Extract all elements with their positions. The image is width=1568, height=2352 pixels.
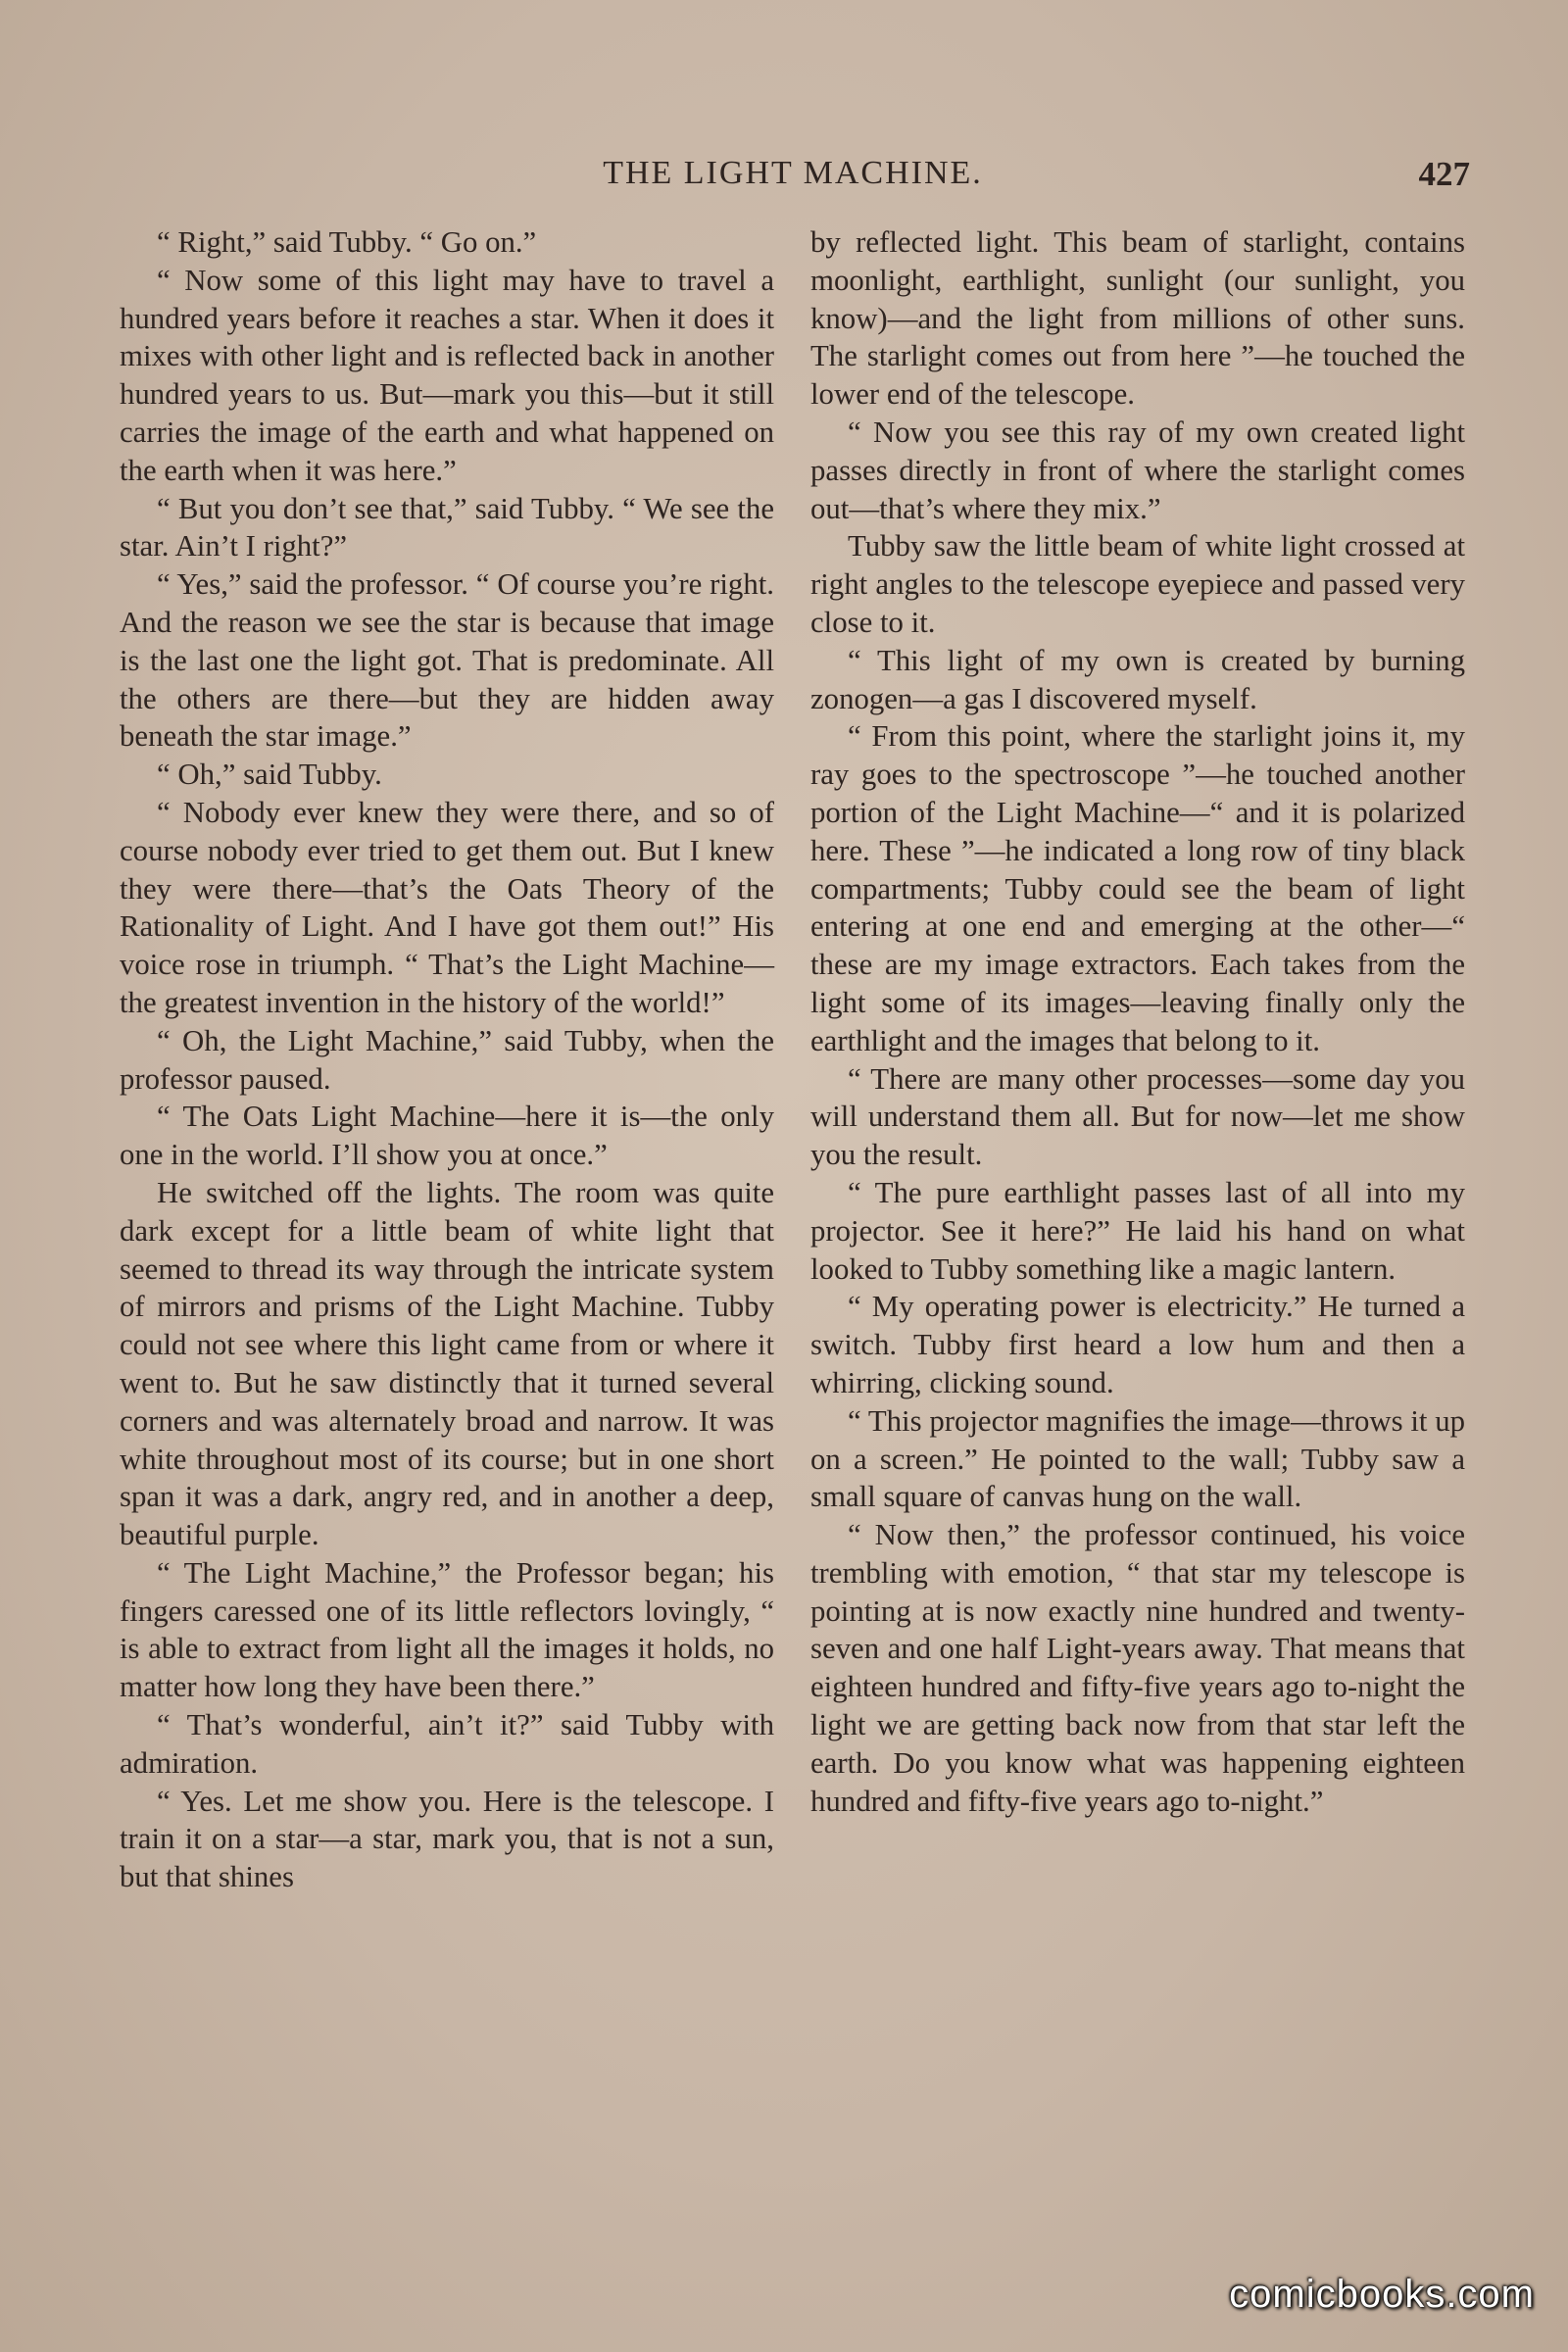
paragraph: “ This projector magnifies the image—throws it up on a screen.” He pointed to the wall; Tubby saw a small square of canvas hung on the wall. <box>810 1403 1465 1514</box>
paragraph: “ From this point, where the starlight joins it, my ray goes to the spectroscope ”—he touched another portion of the Light Machine—“ and it is polarized here. These ”—he indicated a long row of tiny black compartments; Tubby could see the beam of light entering at one end and emerging at the other—“ these are my image extractors. Each takes from the light some of its images—leaving finally only the earthlight and the images that belong to it. <box>810 719 1465 1057</box>
paragraph: “ Yes. Let me show you. Here is the telescope. I train it on a star—a star, mark you, that is not a sun, but that shines <box>120 1784 774 1894</box>
paragraph: “ This light of my own is created by burning zonogen—a gas I discovered myself. <box>810 643 1465 715</box>
paragraph: by reflected light. This beam of starlight, contains moonlight, earthlight, sunlight (our sunlight, you know)—and the light from millions of other suns. The starlight comes out from here ”—he touched the lower end of the telescope. <box>810 225 1465 412</box>
left-column <box>120 223 774 1896</box>
running-head <box>116 155 1470 198</box>
paragraph: “ The pure earthlight passes last of all into my projector. See it here?” He laid his hand on what looked to Tubby something like a magic lantern. <box>810 1175 1465 1286</box>
paragraph: “ The Oats Light Machine—here it is—the only one in the world. I’ll show you at once.” <box>120 1100 774 1172</box>
watermark-label: comicbooks.com <box>1229 2273 1535 2316</box>
paragraph: “ The Light Machine,” the Professor began; his fingers caressed one of its little reflectors lovingly, “ is able to extract from light all the images it holds, no matter how long they have been there.” <box>120 1555 774 1704</box>
right-column <box>810 223 1465 1820</box>
paragraph: “ Now then,” the professor continued, his voice trembling with emotion, “ that star my telescope is pointing at is now exactly nine hundred and twenty-seven and one half Light-years away. That means that eighteen hundred and fifty-five years ago to-night the light we are getting back now from that star left the earth. Do you know what was happening eighteen hundred and fifty-five years ago to-night.” <box>810 1518 1465 1818</box>
paragraph: “ Now you see this ray of my own created light passes directly in front of where the starlight comes out—that’s where they mix.” <box>810 415 1465 525</box>
running-title: THE LIGHT MACHINE. <box>603 155 983 191</box>
paragraph: “ Now some of this light may have to travel a hundred years before it reaches a star. When it does it mixes with other light and is reflected back in another hundred years to us. But—mark you this—but it still carries the image of the earth and what happened on the earth when it was here.” <box>120 263 774 487</box>
paragraph: “ There are many other processes—some day you will understand them all. But for now—let me show you the result. <box>810 1061 1465 1172</box>
paragraph: “ That’s wonderful, ain’t it?” said Tubby with admiration. <box>120 1708 774 1780</box>
paragraph: “ Oh,” said Tubby. <box>157 758 382 792</box>
paragraph: “ My operating power is electricity.” He turned a switch. Tubby first heard a low hum and then a whirring, clicking sound. <box>810 1290 1465 1399</box>
paragraph: He switched off the lights. The room was quite dark except for a little beam of white light that seemed to thread its way through the intricate system of mirrors and prisms of the Light Machine. Tubby could not see where this light came from or where it went to. But he saw distinctly that it turned several corners and was alternately broad and narrow. It was white throughout most of its course; but in one short span it was a dark, angry red, and in another a deep, beautiful purple. <box>120 1175 774 1552</box>
paragraph: Tubby saw the little beam of white light crossed at right angles to the telescope eyepiece and passed very close to it. <box>810 529 1465 639</box>
paragraph: “ Oh, the Light Machine,” said Tubby, when the professor paused. <box>120 1023 774 1096</box>
page-number: 427 <box>1418 155 1470 193</box>
paragraph: “ But you don’t see that,” said Tubby. “ We see the star. Ain’t I right?” <box>120 491 774 564</box>
paragraph: “ Yes,” said the professor. “ Of course you’re right. And the reason we see the star is because that image is the last one the light got. That is predominate. All the others are there—but they are hidden away beneath the star image.” <box>120 567 774 754</box>
paragraph: “ Nobody ever knew they were there, and so of course nobody ever tried to get them out. But I knew they were there—that’s the Oats Theory of the Rationality of Light. And I have got them out!” His voice rose in triumph. “ That’s the Light Machine—the greatest invention in the history of the world!” <box>120 795 774 1019</box>
paragraph: “ Right,” said Tubby. “ Go on.” <box>157 225 537 259</box>
